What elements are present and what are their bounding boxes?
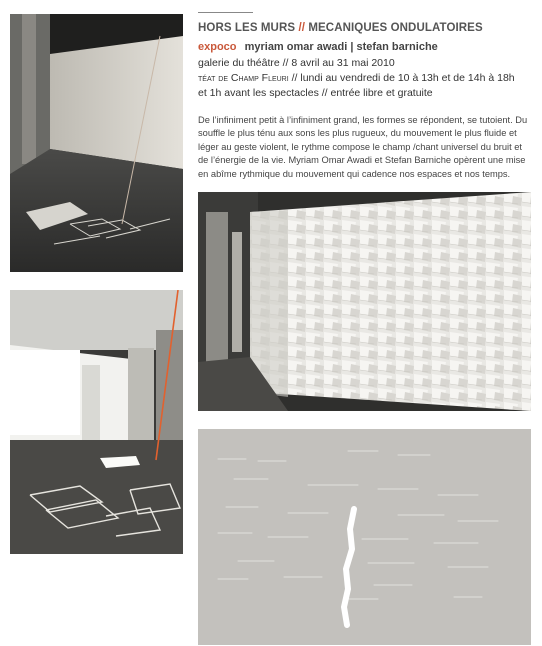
artists-names: myriam omar awadi | stefan barniche [244, 41, 438, 53]
description-paragraph: De l’infiniment petit à l’infiniment grand, les formes se répondent, se tutoient. Du souffle le plus ténu aux sons les plus rugueux, du mouvement le plus fluide et léger au geste violent, le rythme compose le champ /chant universel du bruit et de l’énergie de la vie. Myriam Omar Awadi et Stefan Barniche opèrent une mise en abîme rythmique du mouvement qui cadence nos espaces et nos temps. [198, 115, 528, 179]
exhibition-title [198, 22, 483, 34]
expo-label: expoco [198, 41, 237, 53]
info-hours [198, 72, 515, 84]
photo-handwritten-wall [198, 429, 531, 645]
title-separator: // [298, 22, 306, 34]
info-entry: et 1h avant les spectacles // entrée libre et gratuite [198, 87, 433, 99]
header-rule [198, 12, 253, 13]
hours-text: // lundi au vendredi de 10 à 13h et de 14h à 18h [288, 72, 515, 84]
series-label: HORS LES MURS [198, 22, 296, 34]
photo-installation-room [10, 290, 183, 554]
title-text: MECANIQUES ONDULATOIRES [308, 22, 483, 34]
venue-name: téat de Champ Fleuri [198, 72, 289, 84]
info-dates: galerie du théâtre // 8 avril au 31 mai 2010 [198, 57, 395, 69]
photo-gallery-hall [10, 14, 183, 272]
photo-paper-wall [198, 192, 531, 411]
exhibition-subtitle [198, 41, 438, 53]
